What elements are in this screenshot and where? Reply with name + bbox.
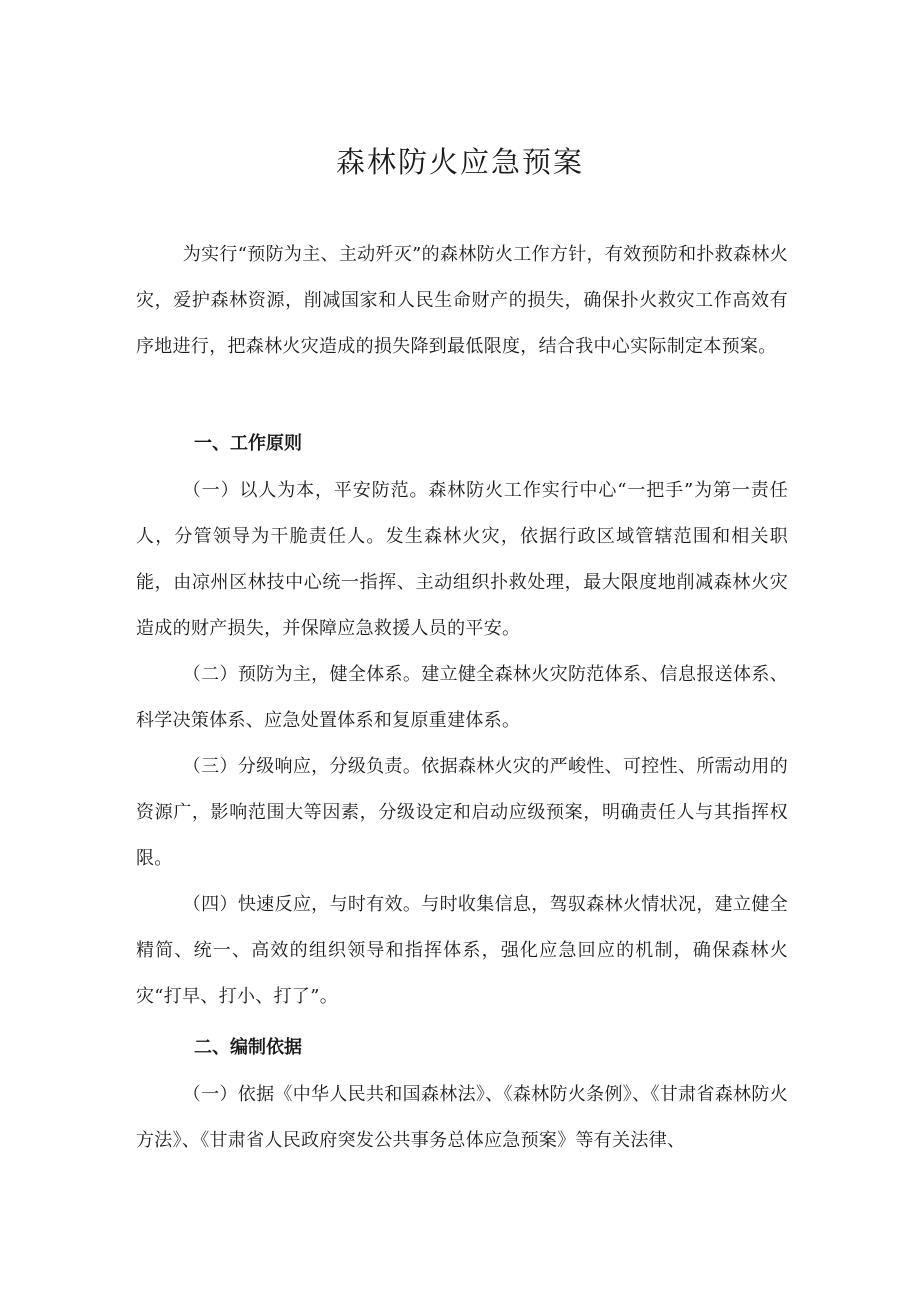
principle-item-3: （三）分级响应，分级负责。依据森林火灾的严峻性、可控性、所需动用的资源广，影响范围大等因素，分级设定和启动应级预案，明确责任人与其指挥权限。 bbox=[136, 756, 788, 869]
intro-paragraph: 为实行“预防为主、主动歼灭”的森林防火工作方针，有效预防和扑救森林火灾，爱护森林资源，削减国家和人民生命财产的损失，确保扑火救灾工作高效有序地进行，把森林火灾造成的损失降到最低限度，结合我中心实际制定本预案。 bbox=[136, 244, 788, 357]
basis-item-1: （一）依据《中华人民共和国森林法》、《森林防火条例》、《甘肃省森林防火方法》、《甘肃省人民政府突发公共事务总体应急预案》等有关法律、 bbox=[136, 1084, 788, 1151]
principle-item-1: （一）以人为本，平安防范。森林防火工作实行中心“一把手”为第一责任人，分管领导为干脆责任人。发生森林火灾，依据行政区域管辖范围和相关职能，由凉州区林技中心统一指挥、主动组织扑救处理，最大限度地削减森林火灾造成的财产损失，并保障应急救援人员的平安。 bbox=[136, 480, 788, 639]
section-heading-principles: 一、工作原则 bbox=[194, 433, 302, 454]
document-title: 森林防火应急预案 bbox=[335, 145, 584, 179]
principle-item-4: （四）快速反应，与时有效。与时收集信息，驾驭森林火情状况，建立健全精简、统一、高效的组织领导和指挥体系，强化应急回应的机制，确保森林火灾“打早、打小、打了”。 bbox=[136, 894, 788, 1007]
section-heading-basis: 二、编制依据 bbox=[194, 1037, 302, 1058]
principle-item-2: （二）预防为主，健全体系。建立健全森林火灾防范体系、信息报送体系、科学决策体系、应急处置体系和复原重建体系。 bbox=[136, 664, 788, 731]
